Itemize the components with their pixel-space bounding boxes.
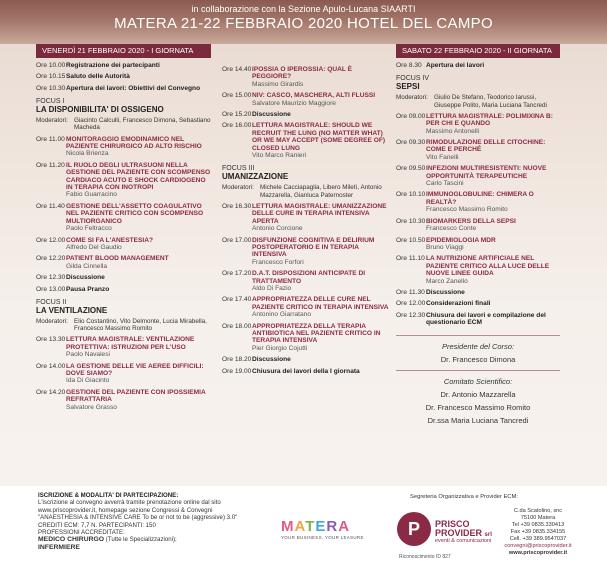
session-time: Ore 8.30	[396, 62, 422, 69]
prisco-mark: P	[397, 512, 431, 546]
session-time: Ore 10.15	[36, 73, 66, 81]
session-title: LA NUTRIZIONE ARTIFICIALE NEL PAZIENTE CRITICO ALLA LUCE DELLE NUOVE LINEE GUIDA	[426, 255, 550, 278]
focus1-moderators: Moderatori: Giacinto Calculli, Francesco Dimona, Sebastiano Macheda	[36, 117, 211, 132]
session-item	[396, 237, 560, 252]
session-time: Ore 09.50	[396, 165, 426, 173]
session-item	[396, 289, 560, 296]
session-title: LA GESTIONE DELLE VIE AEREE DIFFICILI: DOVE SIAMO?	[66, 362, 204, 377]
session-speaker: Vito Marco Ranieri	[252, 152, 307, 160]
committee-member: Dr. Antonio Mazzarella	[440, 389, 516, 399]
session-time: Ore 12.30	[36, 274, 66, 282]
session-title: PATIENT BLOOD MANAGEMENT	[66, 255, 169, 263]
session-time: Ore 10.30	[396, 217, 426, 225]
session-speaker: Vito Fanelli	[426, 153, 459, 161]
session-time: Ore 10.30	[36, 84, 66, 92]
session-item	[222, 237, 390, 267]
session-speaker: Salvatore Maurizio Maggiore	[252, 99, 336, 107]
divider	[396, 335, 560, 336]
session-item	[222, 368, 390, 375]
session-speaker: Alfredo Del Gaudio	[66, 243, 122, 251]
focus2-list	[36, 336, 211, 411]
session-item	[222, 92, 390, 107]
session-speaker: Paolo Feltracco	[66, 225, 112, 233]
session-time: Ore 11.30	[396, 288, 425, 296]
session-time: Ore 12.20	[36, 255, 66, 263]
session-item	[36, 274, 211, 281]
session-speaker: Francesco Conte	[426, 225, 477, 233]
session-item	[222, 323, 390, 353]
session-speaker: Francesco Forfori	[252, 258, 304, 266]
session-time: Ore 16.00	[222, 122, 252, 130]
focus4-moderators: Moderatori: Giulio De Stefano, Teodorico Iarussi, Giuseppe Polito, Maria Luciana Tancredi	[396, 94, 547, 109]
credits: CREDITI ECM: 7,7 N. PARTECIPANTI: 150	[38, 521, 156, 529]
session-item	[222, 296, 390, 318]
session-title: LETTURA MAGISTRALE: SHOULD WE RECRUIT THE LUNG (NO MATTER WHAT) OR WE MAY ACCEPT (SOME DEGREE OF) CLOSED LUNG	[252, 122, 386, 152]
president-label: Presidente del Corso:	[441, 341, 515, 351]
session-title: LETTURA MAGISTRALE: VENTILAZIONE PROTETTIVA: ISTRUZIONI PER L'USO	[66, 336, 195, 351]
session-title: GESTIONE DEL PAZIENTE CON IPOSSIEMIA REFRATTARIA	[66, 388, 206, 404]
page-title: MATERA 21-22 FEBBRAIO 2020 HOTEL DEL CAMPO	[114, 15, 493, 32]
matera-tagline: YOUR BUSINESS. YOUR LEASURE	[281, 535, 364, 540]
session-title: EPIDEMIOLOGIA MDR	[426, 236, 496, 244]
profession-2: INFERMIERE	[38, 543, 80, 551]
focus3-moderators: Moderatori: Michele Cacciapaglia, Libero Miletì, Antonio Mazzarella, Gianluca Paternoster	[222, 184, 382, 199]
session-item	[36, 237, 211, 252]
focus1-heading: FOCUS I LA DISPONIBILITA' DI OSSIGENO	[36, 98, 164, 115]
session-title: Discussione	[66, 274, 105, 282]
session-time: Ore 17.00	[222, 236, 252, 244]
organizer-address: C.da Scatolino, snc 75100 Matera Tel +39 0835.330413 Fax +39 0835.334155 Cell. +39 389.9547037 convegni@priscoprovider.it www.priscoprovider.it	[497, 508, 579, 557]
session-time: Ore 15.20	[222, 111, 252, 119]
session-speaker: Aldo Di Fazio	[252, 284, 292, 292]
session-item	[396, 139, 560, 161]
matera-logo: MATERA YOUR BUSINESS. YOUR LEASURE	[281, 518, 381, 540]
session-time: Ore 12.30	[396, 311, 426, 319]
session-time: Ore 09.30	[396, 139, 426, 147]
session-time: Ore 19.00	[222, 367, 252, 375]
session-speaker: Antonio Corcione	[252, 225, 303, 233]
session-item	[222, 122, 390, 159]
session-title: INFEZIONI MULTIRESISTENTI: NUOVE OPPORTUNITÀ TERAPEUTICHE	[426, 165, 547, 180]
session-item	[36, 336, 211, 358]
focus4-list	[396, 113, 560, 327]
session-speaker: Francesco Massimo Romito	[426, 206, 508, 214]
website-link[interactable]: www.priscoprovider.it	[508, 550, 568, 556]
session-title: Pausa Pranzo	[66, 285, 110, 293]
email-link[interactable]: convegni@priscoprovider.it	[504, 543, 572, 549]
session-title: NIV: CASCO, MASCHERA, ALTI FLUSSI	[252, 92, 376, 100]
session-time: Ore 13.00	[36, 285, 66, 293]
profession-1: MEDICO CHIRURGO	[38, 536, 105, 544]
session-speaker: Salvatore Grasso	[66, 403, 117, 411]
registration-title: ISCRIZIONE & MODALITA' DI PARTECIPAZIONE:	[38, 492, 179, 499]
session-title: APPROPRIATEZZA DELLE CURE NEL PAZIENTE CRITICO IN TERAPIA INTENSIVA	[252, 296, 389, 311]
session-title: Apertura dei lavori: Obiettivi del Convegno	[66, 84, 201, 92]
profession-1-note: (Tutte le Specializzazioni);	[105, 536, 177, 544]
session-item	[36, 73, 211, 80]
session-item	[36, 203, 211, 233]
session-time: Ore 16.30	[222, 202, 252, 210]
session-title: DISFUNZIONE COGNITIVA E DELIRIUM POSTOPERATORIO E IN TERAPIA INTENSIVA	[252, 236, 375, 259]
session-time: Ore 11.40	[36, 202, 65, 210]
session-title: IMMUNOGLOBULINE: CHIMERA O REALTÀ?	[426, 191, 534, 206]
session-item	[396, 165, 560, 187]
session-time: Ore 10.00	[36, 62, 66, 69]
session-time: Ore 13.30	[36, 336, 66, 344]
session-time: Ore 12.00	[396, 300, 426, 308]
session-speaker: Antonino Giarratano	[252, 311, 312, 319]
session-speaker: Ida Di Giacinto	[66, 377, 110, 385]
day1-column	[36, 44, 211, 411]
session-item	[222, 203, 390, 233]
session-title: LETTURA MAGISTRALE: POLIMIXINA B: PER CHI E QUANDO	[426, 112, 553, 128]
session-time: Ore 09.00	[396, 112, 426, 120]
focus4-heading: FOCUS IV SEPSI	[396, 75, 430, 92]
session-item	[396, 312, 560, 327]
session-item	[36, 162, 211, 199]
session-speaker: Carlo Tascini	[426, 180, 464, 188]
committee-label: Comitato Scientifico:	[443, 376, 513, 386]
session-item	[36, 363, 211, 385]
day2-header: SABATO 22 FEBBRAIO 2020 - II GIORNATA	[396, 44, 560, 58]
session-time: Ore 11.20	[36, 161, 65, 169]
session-title: Discussione	[252, 111, 291, 119]
president-name: Dr. Francesco Dimona	[440, 354, 516, 364]
day1-header: VENERDÌ 21 FEBBRAIO 2020 - I GIORNATA	[36, 44, 211, 58]
divider	[396, 370, 560, 371]
session-title: Registrazione dei partecipanti	[66, 62, 160, 69]
session-title: Apertura dei lavori	[426, 62, 485, 69]
session-item	[36, 286, 211, 293]
day2-intro	[396, 62, 560, 69]
session-title: Saluto delle Autorità	[66, 73, 130, 81]
afternoon-list	[222, 66, 390, 159]
day1-column-2	[222, 62, 390, 375]
session-item	[222, 356, 390, 363]
session-item	[396, 62, 560, 69]
session-time: Ore 11.10	[396, 255, 425, 263]
session-time: Ore 17.20	[222, 270, 252, 278]
session-speaker: Massimo Antonelli	[426, 127, 480, 135]
session-title: D.A.T. DISPOSIZIONI ANTICIPATE DI TRATTAMENTO	[252, 270, 366, 285]
session-title: GESTIONE DELL'ASSETTO COAGULATIVO NEL PAZIENTE CRITICO CON SCOMPENSO MULTIORGANICO	[66, 202, 204, 225]
session-time: Ore 14.40	[222, 66, 252, 73]
session-title: MONITORAGGIO EMODINAMICO NEL PAZIENTE CHIRURGICO AD ALTO RISCHIO	[66, 135, 202, 151]
session-item	[222, 270, 390, 292]
session-title: BIOMARKERS DELLA SEPSI	[426, 217, 516, 225]
session-title: APPROPRIATEZZA DELLA TERAPIA ANTIBIOTICA NEL PAZIENTE CRITICO IN TERAPIA INTENSIVA	[252, 322, 381, 345]
focus2-moderators: Moderatori: Elio Costantino, Vito Delmonte, Lucia Mirabella, Francesco Massimo Romito	[36, 317, 207, 333]
session-item	[222, 66, 390, 88]
registration-text: L'iscrizione al convegno avverrà tramite prenotazione online dal sito www.priscoprovider.it, homepage sezione Congressi & Convegni "ANAESTHESIA & INTENSIVE CARE To be or not to be (aggressive) 3.0"	[38, 499, 238, 522]
session-time: Ore 11.00	[36, 135, 65, 143]
session-title: COME SI FA L'ANESTESIA?	[66, 236, 154, 244]
session-speaker: Gilda Cinnella	[66, 262, 108, 270]
session-item	[36, 85, 211, 92]
session-speaker: Bruno Viaggi	[426, 243, 464, 251]
collab-line: in collaborazione con la Sezione Apulo-Lucana SIAARTI	[191, 4, 416, 14]
session-time: Ore 12.00	[36, 236, 66, 244]
hero-banner	[0, 0, 607, 44]
organizer-label: Segreteria Organizzativa e Provider ECM:	[410, 494, 518, 500]
committee-member: Dr.ssa Maria Luciana Tancredi	[427, 415, 529, 425]
session-item	[36, 389, 211, 411]
footer: ISCRIZIONE & MODALITA' DI PARTECIPAZIONE: L'iscrizione al convegno avverrà tramite prenotazione online dal sito www.priscoprovider.it, homepage sezione Congressi & Convegni "ANAESTHESIA & INTENSIVE CARE To be or not to be (aggressive) 3.0" CREDITI ECM: 7,7 N. PARTECIPANTI: 150 PROFESSIONI ACCREDITATE: MEDICO CHIRURGO (Tutte le Specializzazioni); INFERMIERE MATERA YOUR BUSINESS. YOUR LEASURE Segreteria Organizzativa e Provider ECM: P PRISCO PROVIDER srl eventi & comunicazioni Riconoscimento ID 827 C.da Scatolino, snc 75100 Matera Tel +39 0835.330413 Fax +39 0835.334155 Cell. +39 389.9547037 convegni@priscoprovider.it www.priscoprovider.it	[0, 486, 607, 575]
session-time: Ore 10.50	[396, 236, 426, 244]
session-title: Discussione	[252, 356, 291, 364]
session-time: Ore 18.00	[222, 322, 252, 330]
session-time: Ore 15.00	[222, 92, 252, 100]
focus3-heading: FOCUS III UMANIZZAZIONE	[222, 165, 289, 182]
session-time: Ore 17.40	[222, 296, 252, 304]
registration-info	[38, 492, 258, 551]
session-speaker: Marco Zanello	[426, 277, 468, 285]
session-item	[396, 191, 560, 213]
session-item	[396, 113, 560, 135]
day1-intro	[36, 62, 211, 92]
session-speaker: Fabio Guarracino	[66, 191, 117, 199]
professions-label: PROFESSIONI ACCREDITATE:	[38, 529, 125, 537]
session-time: Ore 14.20	[36, 388, 66, 396]
session-speaker: Massimo Girardis	[252, 80, 304, 88]
session-title: LETTURA MAGISTRALE: UMANIZZAZIONE DELLE CURE IN TERAPIA INTENSIVA APERTA	[252, 202, 387, 225]
focus3-list	[222, 203, 390, 375]
session-item	[36, 255, 211, 270]
session-title: Chiusura dei lavori della I giornata	[252, 367, 360, 375]
session-title: IPOSSIA O IPEROSSIA: QUAL È PEGGIORE?	[252, 66, 353, 81]
focus2-heading: FOCUS II LA VENTILAZIONE	[36, 298, 108, 315]
session-item	[396, 255, 560, 285]
session-item	[396, 300, 560, 307]
session-title: Chiusura dei lavori e compilazione del questionario ECM	[426, 311, 546, 327]
session-speaker: Paolo Navalesi	[66, 351, 110, 359]
session-title: Discussione	[426, 288, 465, 296]
session-speaker: Pier Giorgio Cojutti	[252, 344, 308, 352]
session-title: IL RUOLO DEGLI ULTRASUONI NELLA GESTIONE DEL PAZIENTE CON SCOMPENSO CARDIACO ACUTO E SHOCK CARDIOGENO IN TERAPIA CON INOTROPI	[66, 161, 211, 192]
committee-member: Dr. Francesco Massimo Romito	[425, 402, 531, 412]
session-time: Ore 10.10	[396, 191, 426, 199]
focus1-list	[36, 136, 211, 293]
session-item	[36, 136, 211, 158]
session-time: Ore 18.20	[222, 356, 252, 364]
session-item	[396, 218, 560, 233]
session-item	[36, 62, 211, 69]
session-title: RIMODULAZIONE DELLE CITOCHINE: COME E PERCHÉ	[426, 139, 546, 154]
day2-column	[396, 44, 560, 425]
session-title: Considerazioni finali	[426, 300, 491, 308]
session-speaker: Nicola Brienza	[66, 150, 109, 158]
session-item	[222, 111, 390, 118]
session-time: Ore 14.00	[36, 362, 66, 370]
